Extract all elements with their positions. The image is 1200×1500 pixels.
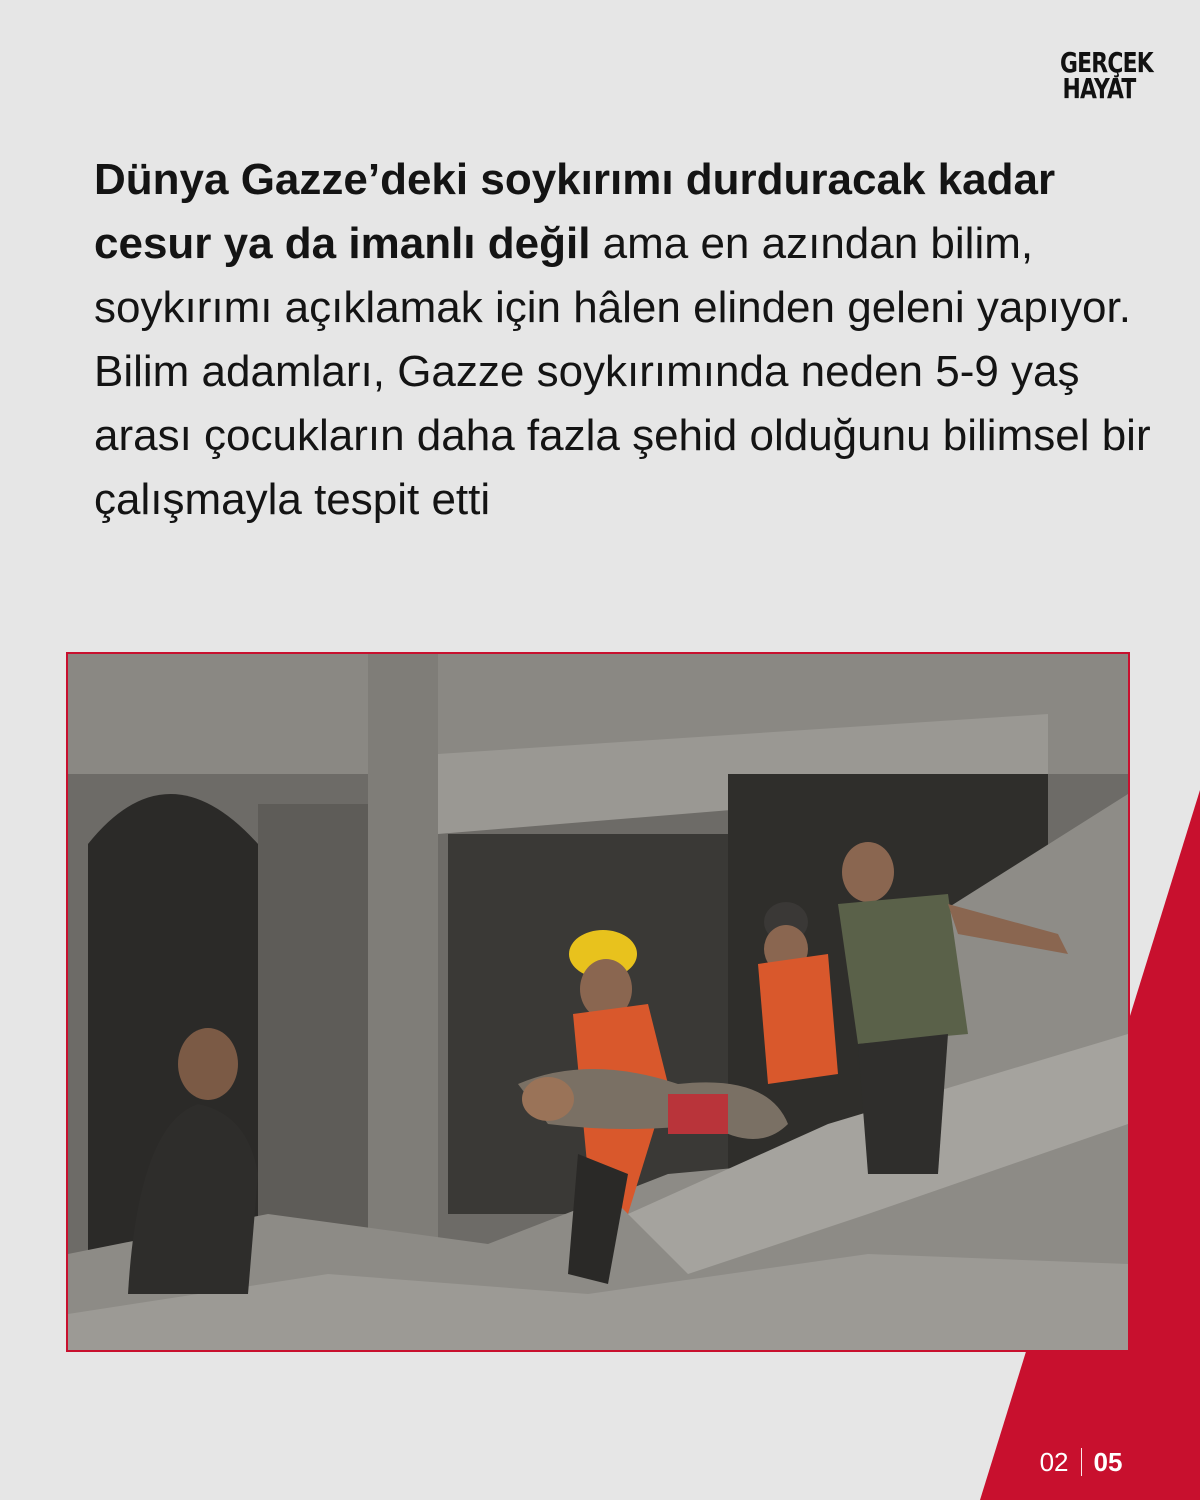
pager-divider [1081, 1448, 1082, 1476]
logo-line-1: GERÇEK [1060, 46, 1153, 79]
brand-logo [1060, 46, 1153, 105]
news-photo [66, 652, 1130, 1352]
headline-bold: Dünya Gazze’deki soykırımı durduracak kadar cesur ya da imanlı değil [94, 155, 1056, 268]
headline-regular: ama en azından bilim, soykırımı açıklamak için hâlen elinden geleni yapıyor. Bilim adamları, Gazze soykırımında neden 5-9 yaş arası çocukların daha fazla şehid olduğunu bilimsel bir çalışmayla tespit etti [94, 219, 1151, 524]
headline-text [94, 148, 1154, 532]
page-indicator [1022, 1438, 1140, 1486]
rubble-rescue-photo [68, 654, 1128, 1350]
current-page: 02 [1039, 1446, 1069, 1477]
logo-line-2: HAYAT [1062, 72, 1136, 105]
total-pages: 05 [1093, 1446, 1123, 1477]
